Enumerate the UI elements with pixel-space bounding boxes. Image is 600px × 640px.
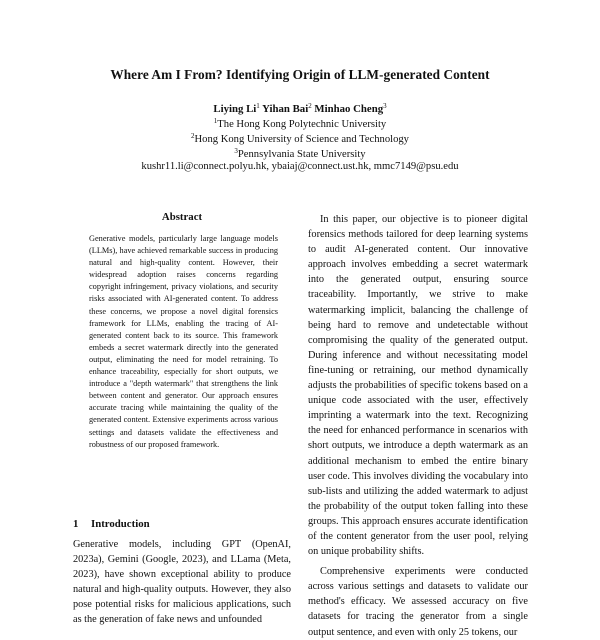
author-list (0, 103, 600, 115)
introduction-text: Generative models, including GPT (OpenAI, 2023a), Gemini (Google, 2023), and LLama (Meta, 2023), have shown exceptional ability to produce natural and high-quality outputs. However, they also pose potential risks for malicious applications, such as the generation of fake news and unfounded (73, 539, 291, 626)
author-name: Liying Li (213, 103, 257, 115)
abstract-text: Generative models, particularly large language models (LLMs), have achieved remarkable success in producing natural and high-quality content. However, their widespread adoption raises concerns regarding copyright infringement, privacy violations, and security risks associated with AI-generated content. To address these concerns, we propose a novel digital forensics framework for LLMs, enabling the tracing of AI-generated content back to its source. This framework embeds a secret watermark directly into the generated output, eliminating the need for model retraining. To enhance traceability, especially for short outputs, we introduce a "depth watermark" that strengthens the link between content and generator. Our approach ensures accurate tracing while maintaining the quality of the generated content. Extensive experiments across various settings and datasets validate the effectiveness and robustness of our proposed framework. (89, 234, 278, 449)
paper-title: Where Am I From? Identifying Origin of LLM-generated Content (110, 67, 490, 82)
author-affiliation-mark: 1 (256, 102, 260, 110)
affiliation-name: Hong Kong University of Science and Technology (194, 134, 409, 145)
body-paragraph: In this paper, our objective is to pioneer digital forensics methods tailored for deep learning systems to audit AI-generated content. Our innovative approach involves embedding a secret watermark into the generated output, ensuring source traceability. Importantly, we strive to make watermarking implicit, balancing the challenge of being hard to remove and undetectable without compromising the quality of the generated output. During inference and without necessitating model fine-tuning or retraining, our method dynamically adjusts the probabilities of specific tokens based on a unique code associated with the user, effectively imprinting a watermark into the text. Recognizing the need for enhanced performance in scenarios with short outputs, we introduce a depth watermark as an additional mechanism to embed the entire binary user code. This involves dividing the vocabulary into sub-lists and utilizing the added watermark to adjust the probability of the output token falling into these groups. This approach ensures accurate identification of the content generator from the user pool, relying on unique probability shifts. (308, 214, 528, 558)
author-affiliation-mark: 2 (308, 102, 312, 110)
affiliation-mark: 2 (191, 132, 195, 140)
right-column (308, 212, 528, 640)
affiliation (0, 117, 600, 132)
affiliation-name: Pennsylvania State University (237, 149, 366, 160)
affiliation (0, 147, 600, 162)
affiliation-mark: 1 (213, 117, 218, 125)
author-emails: kushr11.li@connect.polyu.hk, ybaiaj@connect.ust.hk, mmc7149@psu.edu (141, 161, 459, 172)
section-title: Introduction (91, 518, 150, 530)
author-name: Minhao Cheng (314, 103, 384, 115)
abstract-heading: Abstract (161, 211, 203, 223)
section-number: 1 (73, 518, 79, 530)
affiliation-mark: 3 (234, 147, 238, 155)
affiliation (0, 132, 600, 147)
author-name: Yihan Bai (262, 103, 309, 115)
affiliation-name: The Hong Kong Polytechnic University (217, 119, 387, 130)
section-heading-introduction (73, 518, 150, 530)
body-paragraph: Comprehensive experiments were conducted across various settings and datasets to validate our method's efficacy. We assessed accuracy on five datasets for tracing the generator from a single output sentence, and even with only 25 tokens, our (308, 566, 528, 638)
author-affiliation-mark: 3 (383, 102, 387, 110)
